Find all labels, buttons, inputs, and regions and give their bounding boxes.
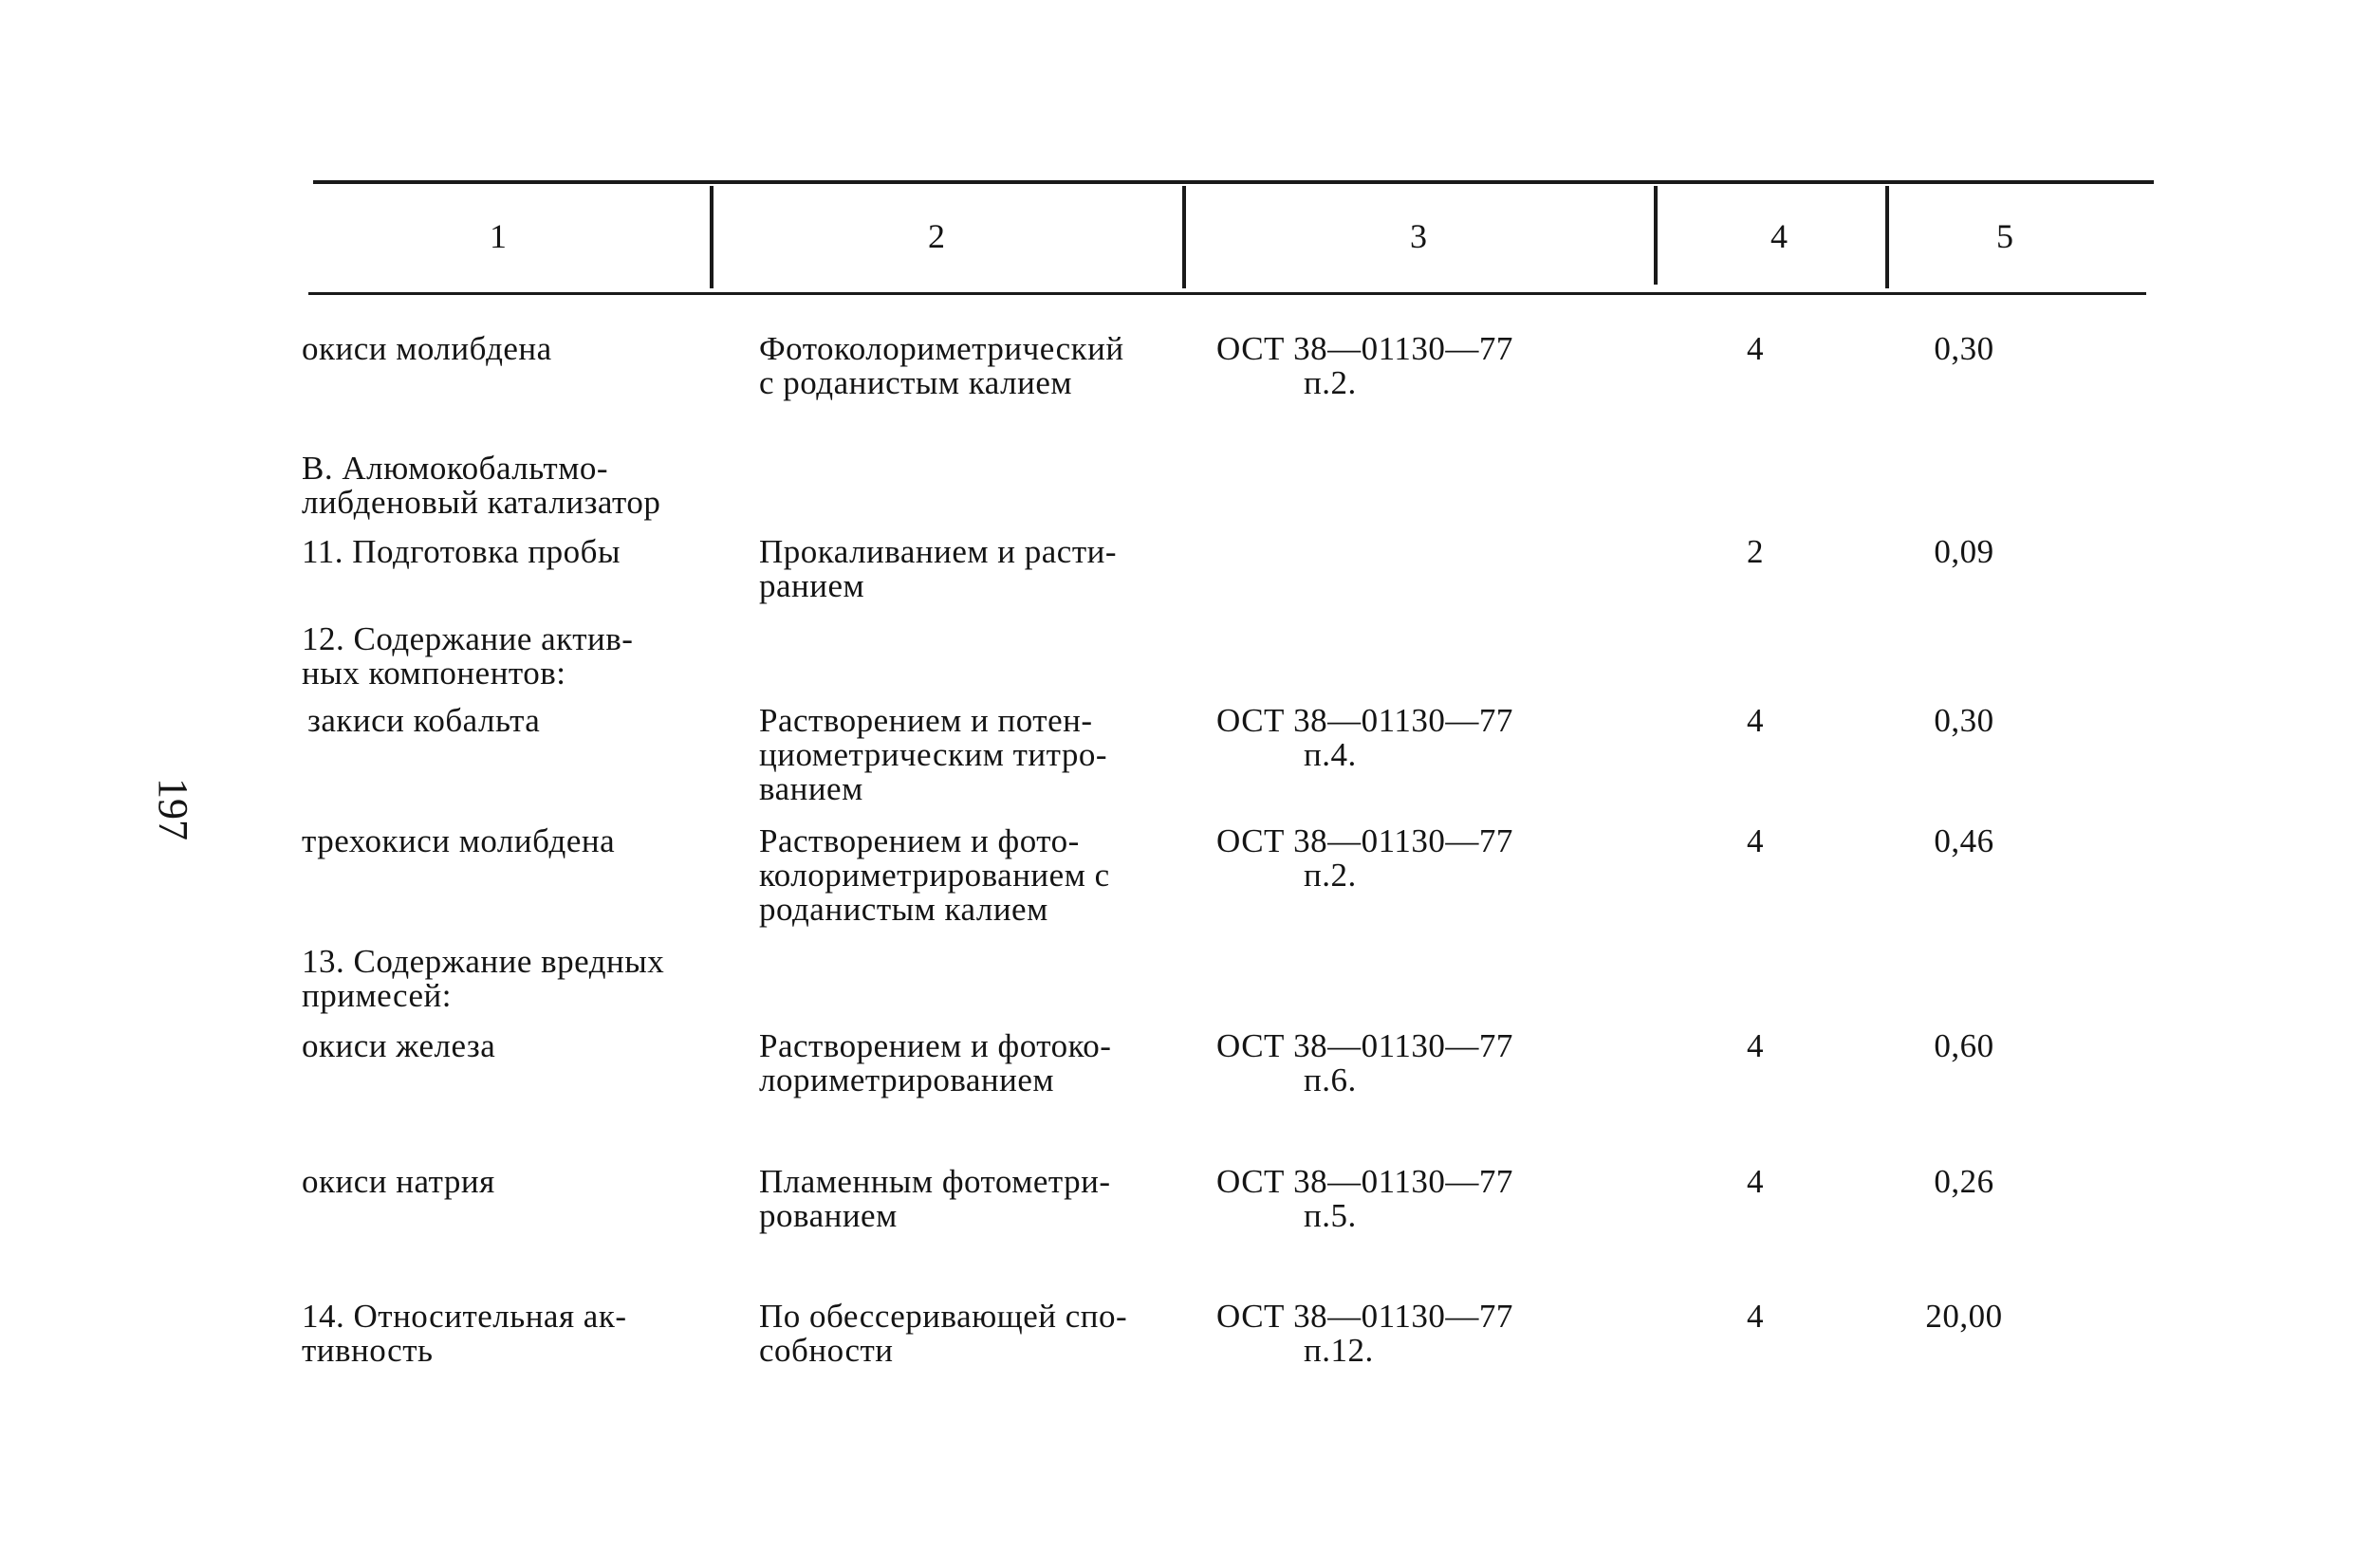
table-cell-method: Фотоколориметрический с роданистым калием: [759, 330, 1124, 401]
table-cell-col5: 0,60: [1934, 1027, 1994, 1064]
table-cell-name: 14. Относительная ак- тивность: [302, 1298, 627, 1369]
table-cell-standard: [1216, 704, 1558, 772]
table-cell-name: 11. Подготовка пробы: [302, 533, 621, 570]
table-cell-col5: 0,09: [1934, 533, 1994, 570]
page-number: 197: [150, 778, 196, 840]
header-col-2: 2: [928, 217, 945, 255]
table-cell-name: 12. Содержание актив- ных компонентов:: [302, 620, 634, 692]
table-cell-standard: [1216, 824, 1558, 893]
table-cell-col4: 4: [1747, 1298, 1764, 1335]
table-cell-col4: 4: [1747, 330, 1764, 367]
standard-code: ОСТ 38—01130—77: [1216, 1163, 1513, 1200]
table-cell-method: По обессеривающей спо- собности: [759, 1298, 1128, 1369]
header-col-5: 5: [1996, 217, 2013, 255]
table-cell-method: Растворением и потен- циометрическим титро- ванием: [759, 702, 1108, 807]
header-divider-3: [1654, 186, 1658, 285]
table-cell-col4: 4: [1747, 702, 1764, 739]
table-cell-name: 13. Содержание вредных примесей:: [302, 943, 665, 1014]
header-divider-4: [1885, 186, 1889, 288]
header-divider-2: [1182, 186, 1186, 288]
table-cell-col5: 0,30: [1934, 330, 1994, 367]
standard-clause: п.12.: [1304, 1332, 1374, 1369]
header-divider-1: [710, 186, 714, 288]
table-cell-col4: 4: [1747, 1163, 1764, 1200]
table-cell-col5: 20,00: [1925, 1298, 2003, 1335]
standard-clause: п.5.: [1304, 1197, 1357, 1234]
table-cell-section-heading: В. Алюмокобальтмо- либденовый катализатор: [302, 450, 661, 521]
header-col-4: 4: [1770, 217, 1788, 255]
standard-clause: п.2.: [1304, 364, 1357, 401]
table-cell-standard: [1216, 1165, 1558, 1233]
standard-code: ОСТ 38—01130—77: [1216, 330, 1513, 367]
standard-code: ОСТ 38—01130—77: [1216, 822, 1513, 859]
table-cell-col5: 0,46: [1934, 822, 1994, 859]
table-cell-name: окиси молибдена: [302, 330, 552, 367]
table-cell-standard: [1216, 1300, 1558, 1368]
standard-clause: п.4.: [1304, 736, 1357, 773]
header-col-3: 3: [1410, 217, 1427, 255]
table-cell-col4: 4: [1747, 822, 1764, 859]
standard-code: ОСТ 38—01130—77: [1216, 702, 1513, 739]
table-cell-method: Растворением и фото- колориметрированием с роданистым калием: [759, 822, 1110, 928]
table-cell-name: закиси кобальта: [307, 702, 541, 739]
table-cell-standard: [1216, 332, 1558, 400]
standard-code: ОСТ 38—01130—77: [1216, 1298, 1513, 1335]
table-cell-name: окиси натрия: [302, 1163, 495, 1200]
table-cell-standard: [1216, 1029, 1558, 1098]
standard-clause: п.6.: [1304, 1061, 1357, 1098]
table-header-bottom-rule: [308, 292, 2146, 295]
table-cell-name: окиси железа: [302, 1027, 496, 1064]
table-cell-col5: 0,26: [1934, 1163, 1994, 1200]
table-cell-col5: 0,30: [1934, 702, 1994, 739]
header-col-1: 1: [490, 217, 507, 255]
standard-clause: п.2.: [1304, 857, 1357, 894]
table-cell-method: Растворением и фотоко- лориметрированием: [759, 1027, 1112, 1098]
table-cell-col4: 2: [1747, 533, 1764, 570]
table-cell-name: трехокиси молибдена: [302, 822, 616, 859]
table-top-rule: [313, 180, 2154, 184]
standard-code: ОСТ 38—01130—77: [1216, 1027, 1513, 1064]
table-cell-method: Прокаливанием и расти- ранием: [759, 533, 1118, 604]
table-cell-col4: 4: [1747, 1027, 1764, 1064]
table-cell-method: Пламенным фотометри- рованием: [759, 1163, 1111, 1234]
